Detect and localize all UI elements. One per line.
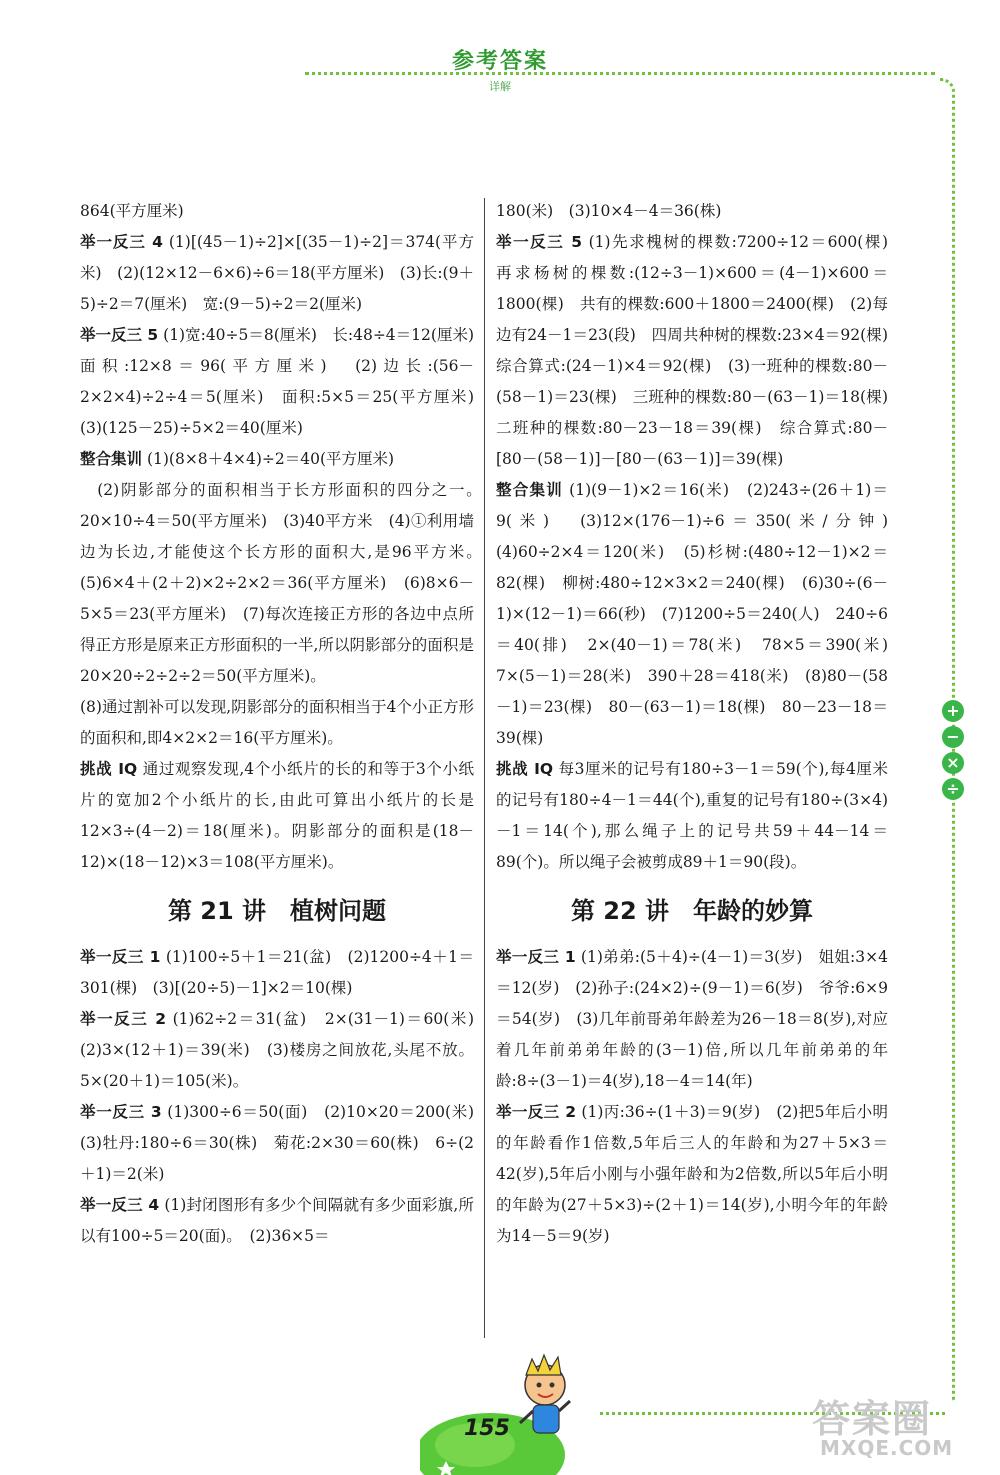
answer-label: 举一反三 3	[80, 1103, 162, 1121]
answer-text: 180(米) (3)10×4－4＝36(株)	[496, 202, 722, 220]
answer-paragraph	[80, 227, 474, 320]
column-divider	[484, 198, 485, 1338]
answer-text: (1)弟弟:(5＋4)÷(4－1)＝3(岁) 姐姐:3×4＝12(岁) (2)孙子:(24×2)÷(9－1)＝6(岁) 爷爷:6×9＝54(岁) (3)几年前哥弟年龄差为26－18＝8(岁),对应着几年前弟弟年龄的(3－1)倍,所以几年前弟弟的年龄:8÷(3－1)＝4(岁),18－4＝14(年)	[496, 948, 888, 1090]
answer-paragraph	[80, 754, 474, 878]
answer-text: (1)先求槐树的棵数:7200÷12＝600(棵) 再求杨树的棵数:(12÷3－1)×600＝(4－1)×600＝1800(棵) 共有的棵数:600＋1800＝2400(棵) (2)每边有24－1＝23(段) 四周共种树的棵数:23×4＝92(棵) 综合算式:(24－1)×4＝92(棵) (3)一班种的棵数:80－(58－1)＝23(棵) 三班种的棵数:80－(63－1)＝18(棵) 二班种的棵数:80－23－18＝39(棵) 综合算式:80－[80－(58－1)]－[80－(63－1)]＝39(棵)	[496, 233, 904, 468]
right-column	[496, 196, 904, 1252]
answer-paragraph	[496, 227, 904, 475]
answer-text: (1)(8×8＋4×4)÷2＝40(平方厘米)	[146, 450, 395, 468]
answer-text: (1)封闭图形有多少个间隔就有多少面彩旗,所以有100÷5＝20(面)。 (2)36×5＝	[80, 1196, 475, 1245]
answer-label: 整合集训	[496, 481, 563, 499]
answer-paragraph	[80, 1097, 490, 1190]
answer-paragraph	[80, 1004, 490, 1097]
answer-paragraph	[80, 475, 490, 692]
answer-paragraph	[80, 942, 474, 1004]
answer-text: (1)100÷5＋1＝21(盆) (2)1200÷4＋1＝301(棵) (3)[(20÷5)－1]×2＝10(棵)	[80, 948, 474, 997]
plus-icon: +	[942, 700, 964, 722]
answer-label: 挑战 IQ	[80, 760, 138, 778]
answer-label: 举一反三 5	[80, 326, 159, 344]
answer-label: 举一反三 5	[496, 233, 583, 251]
answer-text: 864(平方厘米)	[80, 202, 184, 220]
answer-label: 举一反三 4	[80, 233, 163, 251]
mascot-icon	[420, 1345, 620, 1475]
section-title-22: 第 22 讲 年龄的妙算	[570, 897, 814, 925]
answer-label: 挑战 IQ	[496, 760, 554, 778]
answer-paragraph	[496, 754, 888, 878]
watermark-url: MXQE.COM	[820, 1436, 954, 1460]
answer-text: (1)丙:36÷(1＋3)＝9(岁) (2)把5年后小明的年龄看作1倍数,5年后三人的年龄和为27＋5×3＝42(岁),5年后小刚与小强年龄和为2倍数,所以5年后小明的年龄为(27＋5×3)÷(2＋1)＝14(岁),小明今年的年龄为14－5＝9(岁)	[496, 1103, 888, 1245]
watermark-text: 答案圈	[812, 1397, 933, 1441]
answer-text: (8)通过割补可以发现,阴影部分的面积相当于4个小正方形的面积和,即4×2×2＝16(平方厘米)。	[80, 698, 474, 747]
answer-paragraph	[80, 1190, 474, 1252]
header-subtitle: 详解	[489, 80, 511, 93]
answer-paragraph	[496, 475, 904, 754]
answer-text: (1)(9－1)×2＝16(米) (2)243÷(26＋1)＝9(米) (3)12×(176－1)÷6＝350(米/分钟) (4)60÷2×4＝120(米) (5)杉树:(480÷12－1)×2＝82(棵) 柳树:480÷12×3×2＝240(棵) (6)30÷(6－1)×(12－1)＝66(秒) (7)1200÷5＝240(人) 240÷6＝40(排) 2×(40－1)＝78(米) 78×5＝390(米) 7×(5－1)＝28(米) 390＋28＝418(米) (8)80－(58－1)＝23(棵) 80－(63－1)＝18(棵) 80－23－18＝39(棵)	[496, 481, 904, 747]
answer-paragraph	[80, 320, 490, 444]
top-dotted-rule	[305, 72, 935, 75]
answer-text: (1)[(45－1)÷2]×[(35－1)÷2]＝374(平方米) (2)(12×12－6×6)÷6＝18(平方厘米) (3)长:(9＋5)÷2＝7(厘米) 宽:(9－5)÷2＝2(厘米)	[80, 233, 474, 313]
page-number: 155	[464, 1416, 510, 1441]
answer-paragraph	[496, 196, 888, 227]
answer-text: (1)宽:40÷5＝8(厘米) 长:48÷4＝12(厘米) 面积:12×8＝96(平方厘米) (2)边长:(56－2×2×4)÷2÷4＝5(厘米) 面积:5×5＝25(平方厘米) (3)(125－25)÷5×2＝40(厘米)	[80, 326, 490, 437]
answer-label: 举一反三 1	[496, 948, 576, 966]
answer-label: 举一反三 4	[80, 1196, 160, 1214]
answer-paragraph	[80, 196, 474, 227]
answer-text: 每3厘米的记号有180÷3－1＝59(个),每4厘米的记号有180÷4－1＝44(个),重复的记号有180÷(3×4)－1＝14(个),那么绳子上的记号共59＋44－14＝89(个)。所以绳子会被剪成89＋1＝90(段)。	[496, 760, 888, 871]
left-column	[80, 196, 490, 1252]
answer-text: 通过观察发现,4个小纸片的长的和等于3个小纸片的宽加2个小纸片的长,由此可算出小纸片的长是12×3÷(4－2)＝18(厘米)。阴影部分的面积是(18－12)×(18－12)×3＝108(平方厘米)。	[80, 760, 475, 871]
answer-label: 举一反三 2	[496, 1103, 577, 1121]
multiply-icon: ×	[942, 752, 964, 774]
answer-paragraph	[80, 444, 474, 475]
minus-icon: −	[942, 726, 964, 748]
answer-text: (1)300÷6＝50(面) (2)10×20＝200(米) (3)牡丹:180÷6＝30(株) 菊花:2×30＝60(株) 6÷(2＋1)＝2(米)	[80, 1103, 490, 1183]
answer-paragraph	[80, 692, 474, 754]
answer-text: (2)阴影部分的面积相当于长方形面积的四分之一。 20×10÷4＝50(平方厘米) (3)40平方米 (4)①利用墙边为长边,才能使这个长方形的面积大,是96平方米。 (5)6×4＋(2＋2)×2÷2×2＝36(平方厘米) (6)8×6－5×5＝23(平方厘米) (7)每次连接正方形的各边中点所得正方形是原来正方形面积的一半,所以阴影部分的面积是20×20÷2÷2÷2＝50(平方厘米)。	[80, 481, 490, 685]
header-title: 参考答案	[451, 49, 548, 74]
answer-paragraph	[496, 942, 888, 1097]
answer-label: 整合集训	[80, 450, 143, 468]
answer-text: (1)62÷2＝31(盆) 2×(31－1)＝60(米) (2)3×(12＋1)＝39(米) (3)楼房之间放花,头尾不放。5×(20＋1)＝105(米)。	[80, 1010, 490, 1090]
side-operator-icons	[942, 700, 966, 804]
divide-icon: ÷	[942, 778, 964, 800]
answer-label: 举一反三 2	[80, 1010, 167, 1028]
answer-paragraph	[496, 1097, 888, 1252]
section-title-21: 第 21 讲 植树问题	[167, 897, 387, 925]
answer-label: 举一反三 1	[80, 948, 161, 966]
